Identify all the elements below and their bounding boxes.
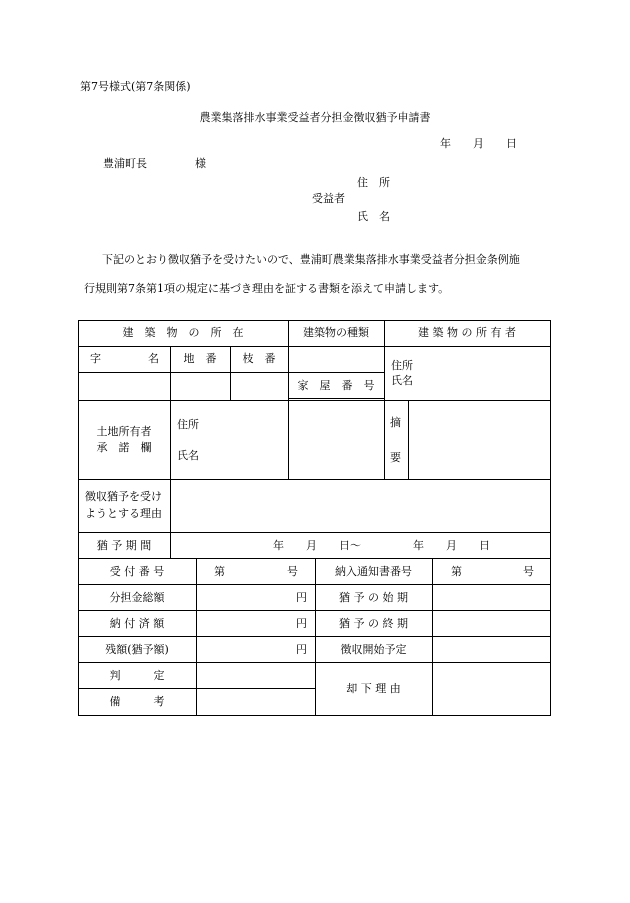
paid-amount-yen: 円 [296, 617, 307, 630]
landowner-address-label: 住所 [177, 418, 199, 431]
aza-label: 字 [90, 352, 101, 365]
period-to: 年 月 日 [413, 539, 490, 552]
remaining-label: 残額(猶予額) [105, 643, 169, 656]
applicant-label: 受益者 [312, 192, 345, 205]
aza-suffix: 名 [148, 352, 159, 365]
building-owner-header: 建 築 物 の 所 有 者 [418, 326, 516, 339]
receipt-number-label: 受 付 番 号 [109, 565, 165, 578]
judgment-label: 判 定 [109, 669, 165, 682]
rejection-reason-label: 却 下 理 由 [346, 682, 401, 695]
owner-name-label: 氏名 [391, 374, 413, 387]
collection-start-label: 徴収開始予定 [340, 643, 407, 656]
total-charge-label: 分担金総額 [109, 591, 165, 604]
remarks-label-1: 摘 [390, 416, 401, 429]
remarks-label-2: 要 [390, 451, 401, 464]
building-type-header: 建築物の種類 [303, 326, 369, 339]
landowner-consent-label-1: 土地所有者 [96, 425, 152, 438]
body-line-2: 行規則第7条第1項の規定に基づき理由を証する書類を添えて申請します。 [84, 282, 450, 295]
body-line-1: 下記のとおり徴収猶予を受けたいので、豊浦町農業集落排水事業受益者分担金条例施 [102, 253, 520, 266]
applicant-name-label: 氏 名 [357, 210, 390, 223]
addressee: 豊浦町長 [103, 157, 147, 170]
notice-number-label: 納入通知書番号 [335, 565, 412, 578]
landowner-name-label: 氏名 [177, 449, 199, 462]
reason-label-1: 徴収猶予を受け [85, 490, 162, 503]
house-number-label: 家 屋 番 号 [297, 379, 375, 392]
form-number: 第7号様式(第7条関係) [80, 80, 191, 93]
applicant-address-label: 住 所 [357, 176, 390, 189]
building-location-header: 建 築 物 の 所 在 [122, 326, 244, 339]
edaban-header: 枝 番 [242, 352, 276, 365]
notes-label: 備 考 [109, 695, 165, 708]
notice-go: 号 [523, 565, 534, 578]
deferral-start-label: 猶 予 の 始 期 [339, 591, 408, 604]
landowner-consent-label-2: 承 諾 欄 [96, 441, 152, 454]
deferral-end-label: 猶 予 の 終 期 [339, 617, 408, 630]
total-charge-yen: 円 [296, 591, 307, 604]
paid-amount-label: 納 付 済 額 [109, 617, 165, 630]
owner-address-label: 住所 [391, 359, 413, 372]
period-from: 年 月 日～ [273, 539, 361, 552]
honorific: 様 [195, 157, 206, 170]
reason-label-2: ようとする理由 [85, 507, 162, 520]
notice-dai: 第 [451, 565, 462, 578]
chiban-header: 地 番 [183, 352, 217, 365]
deferral-period-label: 猶 予 期 間 [96, 539, 152, 552]
receipt-go: 号 [287, 565, 298, 578]
date-line: 年 月 日 [440, 137, 517, 150]
form-title: 農業集落排水事業受益者分担金徴収猶予申請書 [199, 111, 431, 124]
remaining-yen: 円 [296, 643, 307, 656]
receipt-dai: 第 [214, 565, 225, 578]
